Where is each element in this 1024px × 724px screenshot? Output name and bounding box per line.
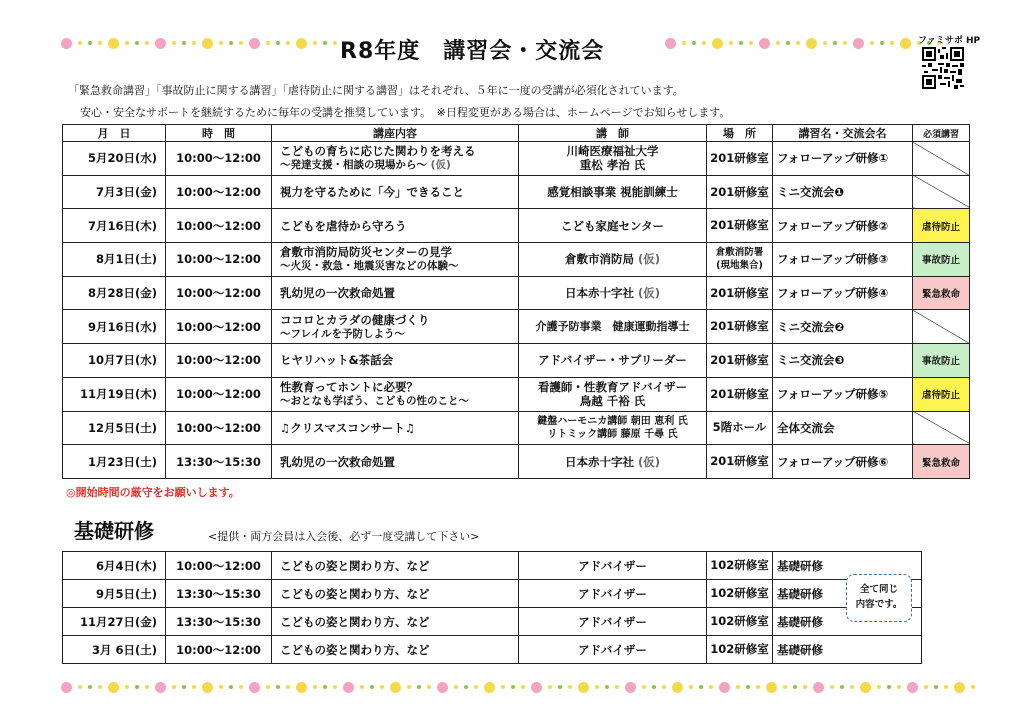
row-time: 10:00～12:00	[166, 344, 272, 378]
table-row	[63, 445, 970, 479]
dot-icon	[323, 41, 327, 45]
callout-line2: 内容です。	[855, 599, 903, 610]
dot-icon	[877, 685, 881, 689]
flower-icon	[719, 682, 730, 693]
dot-icon	[370, 685, 374, 689]
flower-icon	[249, 682, 260, 693]
dot-icon	[192, 685, 196, 689]
row-content: ココロとカラダの健康づくり ～フレイルを予防しよう～	[272, 310, 519, 344]
dot-icon	[333, 41, 337, 45]
dot-icon	[840, 685, 844, 689]
row-teacher: 日本赤十字社 (仮)	[519, 445, 707, 479]
dot-icon	[605, 685, 609, 689]
dot-icon	[823, 41, 827, 45]
dot-icon	[313, 685, 317, 689]
row-date: 9月16日(水)	[63, 310, 166, 344]
row-content: 倉敷市消防局防災センターの見学 ～火災・救急・地震災害などの体験～	[272, 243, 519, 277]
row-time: 10:00～12:00	[166, 411, 272, 445]
row-place: 倉敷消防署 (現地集合)	[707, 243, 773, 277]
row-date: 6月4日(木)	[63, 552, 166, 580]
row-required-none	[913, 411, 970, 445]
row-place: 201研修室	[707, 209, 773, 243]
flower-icon	[343, 682, 354, 693]
row-name: フォローアップ研修⑥	[773, 445, 913, 479]
header-required: 必須講習	[913, 125, 970, 142]
dot-icon	[833, 41, 837, 45]
dot-icon	[286, 41, 290, 45]
row-teacher: こども家庭センター	[519, 209, 707, 243]
row-date: 3月 6日(土)	[63, 636, 166, 664]
row-teacher: アドバイザー	[519, 580, 707, 608]
callout-line1: 全て同じ	[859, 584, 898, 595]
content-main: こどもの育ちに応じた関わりを考える	[280, 144, 476, 159]
row-time: 10:00～12:00	[166, 377, 272, 411]
qr-code-icon[interactable]	[922, 47, 964, 89]
dot-icon	[229, 685, 233, 689]
row-time: 10:00～12:00	[166, 142, 272, 176]
row-date: 8月28日(金)	[63, 276, 166, 310]
dot-icon	[135, 685, 139, 689]
row-teacher: 感覚相談事業 視能訓練士	[519, 175, 707, 209]
dot-icon	[266, 685, 270, 689]
row-teacher: アドバイザー	[519, 608, 707, 636]
basic-section-title: 基礎研修	[74, 519, 154, 543]
row-teacher: 看護師・性教育アドバイザー 鳥越 千裕 氏	[519, 377, 707, 411]
row-name: ミニ交流会❸	[773, 344, 913, 378]
table-row	[63, 411, 970, 445]
flower-icon	[202, 682, 213, 693]
flower-icon	[813, 682, 824, 693]
dot-icon	[88, 685, 92, 689]
dot-icon	[88, 41, 92, 45]
row-date: 7月3日(金)	[63, 175, 166, 209]
main-schedule-table	[62, 124, 970, 479]
dot-icon	[843, 41, 847, 45]
flower-icon	[296, 682, 307, 693]
dot-icon	[702, 41, 706, 45]
intro-text-line1: 「緊急救命講習」「事故防止に関する講習」「虐待防止に関する講習」はそれぞれ、５年に一度の受講が必須化されています。	[68, 84, 684, 97]
dot-icon	[172, 685, 176, 689]
row-place: 102研修室	[707, 552, 773, 580]
row-required-badge: 虐待防止	[913, 377, 970, 411]
dot-icon	[417, 685, 421, 689]
row-content: こどもの姿と関わり方、など	[272, 580, 519, 608]
row-teacher: アドバイザー・サブリーダー	[519, 344, 707, 378]
dot-icon	[558, 685, 562, 689]
dot-icon	[796, 41, 800, 45]
row-name: 基礎研修	[773, 636, 922, 664]
dot-icon	[474, 685, 478, 689]
same-content-callout	[846, 574, 912, 622]
row-content: 乳幼児の一次救命処置	[272, 445, 519, 479]
row-content: 乳幼児の一次救命処置	[272, 276, 519, 310]
dot-icon	[454, 685, 458, 689]
dot-icon	[266, 41, 270, 45]
intro-text-line2: 安心・安全なサポートを継続するために毎年の受講を推奨しています。 ※日程変更がある場合は、ホームページでお知らせします。	[80, 106, 731, 119]
table-row	[63, 243, 970, 277]
dot-icon	[276, 685, 280, 689]
flower-icon	[390, 682, 401, 693]
row-date: 10月7日(水)	[63, 344, 166, 378]
row-name: フォローアップ研修②	[773, 209, 913, 243]
dot-icon	[145, 41, 149, 45]
header-time: 時 間	[166, 125, 272, 142]
row-time: 10:00～12:00	[166, 175, 272, 209]
row-teacher: 日本赤十字社 (仮)	[519, 276, 707, 310]
dot-icon	[897, 685, 901, 689]
flower-icon	[108, 38, 119, 49]
row-content: こどもの姿と関わり方、など	[272, 636, 519, 664]
row-name: 基礎研修	[773, 552, 922, 580]
dot-icon	[830, 685, 834, 689]
row-content: こどもの姿と関わり方、など	[272, 552, 519, 580]
row-name: ミニ交流会❷	[773, 310, 913, 344]
row-date: 9月5日(土)	[63, 580, 166, 608]
row-date: 11月27日(金)	[63, 608, 166, 636]
row-content: ヒヤリハット&茶話会	[272, 344, 519, 378]
flower-icon	[249, 38, 260, 49]
dot-icon	[709, 685, 713, 689]
row-date: 8月1日(土)	[63, 243, 166, 277]
row-date: 12月5日(土)	[63, 411, 166, 445]
row-time: 10:00～12:00	[166, 310, 272, 344]
dot-icon	[736, 685, 740, 689]
flower-icon	[907, 682, 918, 693]
row-place: 5階ホール	[707, 411, 773, 445]
flower-icon	[155, 682, 166, 693]
dot-icon	[98, 41, 102, 45]
dot-icon	[125, 685, 129, 689]
header-content: 講座内容	[272, 125, 519, 142]
row-content: ♫クリスマスコンサート♫	[272, 411, 519, 445]
flower-icon	[860, 682, 871, 693]
dot-icon	[568, 685, 572, 689]
flower-icon	[531, 682, 542, 693]
dot-icon	[313, 41, 317, 45]
dot-icon	[192, 41, 196, 45]
flower-icon	[759, 38, 770, 49]
dot-icon	[595, 685, 599, 689]
dot-icon	[219, 41, 223, 45]
row-place: 102研修室	[707, 580, 773, 608]
flower-icon	[806, 38, 817, 49]
table-row	[63, 608, 922, 636]
row-teacher: 鍵盤ハーモニカ講師 朝田 恵利 氏 リトミック講師 藤原 千尋 氏	[519, 411, 707, 445]
qr-label: ファミサポ HP	[918, 36, 981, 46]
table-row	[63, 209, 970, 243]
table-row	[63, 377, 970, 411]
header-date: 月 日	[63, 125, 166, 142]
row-time: 13:30～15:30	[166, 445, 272, 479]
dot-icon	[682, 41, 686, 45]
row-date: 11月19日(木)	[63, 377, 166, 411]
dot-icon	[887, 685, 891, 689]
dot-icon	[793, 685, 797, 689]
row-required-none	[913, 142, 970, 176]
header-place: 場 所	[707, 125, 773, 142]
dot-icon	[689, 685, 693, 689]
row-name: 基礎研修	[773, 608, 922, 636]
dot-icon	[427, 685, 431, 689]
dot-icon	[407, 685, 411, 689]
row-place: 102研修室	[707, 636, 773, 664]
dot-icon	[548, 685, 552, 689]
row-name: フォローアップ研修④	[773, 276, 913, 310]
row-required-none	[913, 310, 970, 344]
dot-icon	[934, 685, 938, 689]
dot-icon	[692, 41, 696, 45]
dot-icon	[333, 685, 337, 689]
row-content: 性教育ってホントに必要？ ～おとなも学ぼう、こどもの性のこと～	[272, 377, 519, 411]
dot-icon	[323, 685, 327, 689]
flower-icon	[665, 38, 676, 49]
dot-icon	[642, 685, 646, 689]
top-right-flower-border	[662, 36, 944, 50]
row-name: 全体交流会	[773, 411, 913, 445]
row-teacher: 川崎医療福祉大学 重松 孝治 氏	[519, 142, 707, 176]
table-row	[63, 310, 970, 344]
row-content: こどもを虐待から守ろう	[272, 209, 519, 243]
bottom-flower-border	[58, 680, 978, 694]
row-required-badge: 緊急救命	[913, 445, 970, 479]
row-required-badge: 虐待防止	[913, 209, 970, 243]
row-time: 13:30～15:30	[166, 608, 272, 636]
flower-icon	[108, 682, 119, 693]
dot-icon	[971, 685, 975, 689]
row-time: 13:30～15:30	[166, 580, 272, 608]
flower-icon	[900, 38, 911, 49]
dot-icon	[803, 685, 807, 689]
dot-icon	[739, 41, 743, 45]
row-name: フォローアップ研修①	[773, 142, 913, 176]
dot-icon	[182, 41, 186, 45]
row-place: 201研修室	[707, 142, 773, 176]
header-name: 講習名・交流会名	[773, 125, 913, 142]
row-time: 10:00～12:00	[166, 209, 272, 243]
dot-icon	[464, 685, 468, 689]
row-content: こどもの姿と関わり方、など	[272, 608, 519, 636]
row-name: 基礎研修	[773, 580, 922, 608]
dot-icon	[239, 41, 243, 45]
row-time: 10:00～12:00	[166, 243, 272, 277]
dot-icon	[78, 41, 82, 45]
row-place: 201研修室	[707, 445, 773, 479]
row-teacher: アドバイザー	[519, 636, 707, 664]
table-row	[63, 344, 970, 378]
row-name: フォローアップ研修⑤	[773, 377, 913, 411]
dot-icon	[662, 685, 666, 689]
row-place: 102研修室	[707, 608, 773, 636]
dot-icon	[125, 41, 129, 45]
flower-icon	[853, 38, 864, 49]
row-required-badge: 事故防止	[913, 344, 970, 378]
dot-icon	[783, 685, 787, 689]
row-name: フォローアップ研修③	[773, 243, 913, 277]
dot-icon	[615, 685, 619, 689]
basic-training-table	[62, 551, 922, 664]
dot-icon	[286, 685, 290, 689]
content-sub: ～発達支援・相談の現場から～ (仮)	[280, 159, 451, 172]
table-row	[63, 175, 970, 209]
flower-icon	[625, 682, 636, 693]
row-required-none	[913, 175, 970, 209]
flower-icon	[155, 38, 166, 49]
dot-icon	[145, 685, 149, 689]
dot-icon	[729, 41, 733, 45]
dot-icon	[229, 41, 233, 45]
row-teacher: アドバイザー	[519, 552, 707, 580]
table-row	[63, 552, 922, 580]
dot-icon	[890, 41, 894, 45]
flower-icon	[766, 682, 777, 693]
row-time: 10:00～12:00	[166, 636, 272, 664]
row-content	[272, 142, 519, 176]
row-date: 7月16日(木)	[63, 209, 166, 243]
dot-icon	[380, 685, 384, 689]
dot-icon	[98, 685, 102, 689]
flower-icon	[61, 682, 72, 693]
notice-text: ◎開始時間の厳守をお願いします。	[66, 486, 240, 499]
header-teacher: 講 師	[519, 125, 707, 142]
flower-icon	[712, 38, 723, 49]
row-required-badge: 事故防止	[913, 243, 970, 277]
row-place: 201研修室	[707, 344, 773, 378]
row-place: 201研修室	[707, 310, 773, 344]
row-content: 視力を守るために「今」できること	[272, 175, 519, 209]
flower-icon	[437, 682, 448, 693]
flower-icon	[578, 682, 589, 693]
table-row	[63, 636, 922, 664]
dot-icon	[78, 685, 82, 689]
row-required-badge: 緊急救命	[913, 276, 970, 310]
dot-icon	[182, 685, 186, 689]
dot-icon	[880, 41, 884, 45]
dot-icon	[511, 685, 515, 689]
row-place: 201研修室	[707, 175, 773, 209]
basic-section-subtitle: <提供・両方会員は入会後、必ず一度受講して下さい>	[208, 530, 480, 543]
dot-icon	[172, 41, 176, 45]
flower-icon	[202, 38, 213, 49]
top-left-flower-border	[58, 36, 340, 50]
dot-icon	[521, 685, 525, 689]
row-place: 201研修室	[707, 377, 773, 411]
row-name: ミニ交流会❶	[773, 175, 913, 209]
row-time: 10:00～12:00	[166, 276, 272, 310]
table-header-row	[63, 125, 970, 142]
row-teacher: 介護予防事業 健康運動指導士	[519, 310, 707, 344]
flower-icon	[954, 682, 965, 693]
dot-icon	[239, 685, 243, 689]
page-title: R8年度 講習会・交流会	[340, 39, 605, 64]
dot-icon	[944, 685, 948, 689]
row-date: 1月23日(土)	[63, 445, 166, 479]
dot-icon	[850, 685, 854, 689]
flower-icon	[484, 682, 495, 693]
row-place: 201研修室	[707, 276, 773, 310]
dot-icon	[219, 685, 223, 689]
dot-icon	[924, 685, 928, 689]
dot-icon	[746, 685, 750, 689]
row-time: 10:00～12:00	[166, 552, 272, 580]
dot-icon	[501, 685, 505, 689]
flower-icon	[61, 38, 72, 49]
dot-icon	[652, 685, 656, 689]
flower-icon	[296, 38, 307, 49]
dot-icon	[786, 41, 790, 45]
table-row	[63, 580, 922, 608]
dot-icon	[756, 685, 760, 689]
dot-icon	[870, 41, 874, 45]
dot-icon	[699, 685, 703, 689]
dot-icon	[360, 685, 364, 689]
dot-icon	[135, 41, 139, 45]
row-teacher: 倉敷市消防局 (仮)	[519, 243, 707, 277]
row-date: 5月20日(水)	[63, 142, 166, 176]
dot-icon	[776, 41, 780, 45]
table-row	[63, 142, 970, 176]
dot-icon	[749, 41, 753, 45]
dot-icon	[276, 41, 280, 45]
table-row	[63, 276, 970, 310]
flower-icon	[672, 682, 683, 693]
